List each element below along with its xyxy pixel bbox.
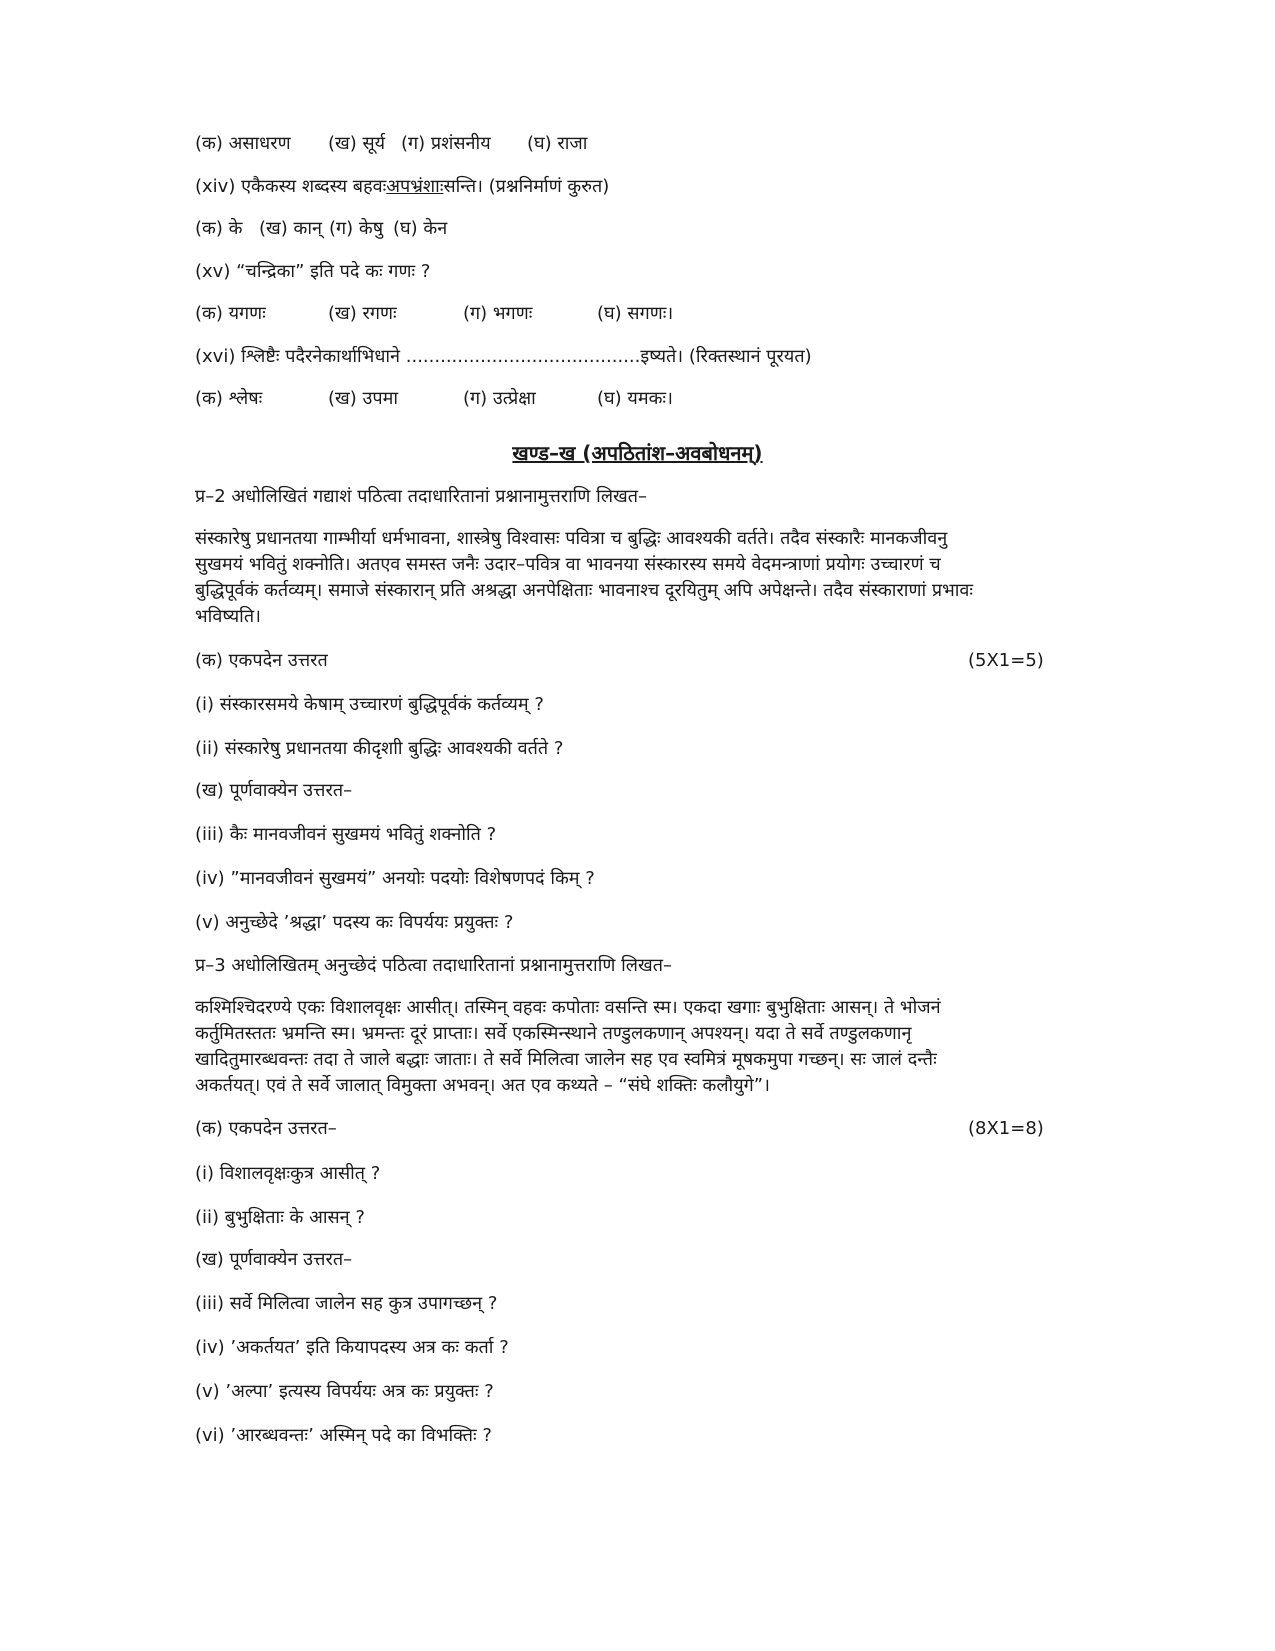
q2-part-b: (ख) पूर्णवाक्येन उत्तरत– [195, 780, 353, 801]
q2-passage [195, 526, 1075, 630]
option-ga: (ग) केषु [329, 218, 384, 239]
passage-line: कश्मिश्चिदरण्ये एकः विशालवृक्षः आसीत्। तस्मिन् वहवः कपोताः वसन्ति स्म। एकदा खगाः बुभुक्षिताः आसन्। ते भोजनं [195, 997, 941, 1018]
option-kha: (ख) कान् [259, 218, 322, 239]
q2-question-iii: (iii) कैः मानवजीवनं सुखमयं भवितुं शक्नोति ? [195, 824, 497, 845]
passage-line: बुद्धिपूर्वकं कर्तव्यम्। समाजे संस्कारान् प्रति अश्रद्धा अनपेक्षिताः भावनाश्च दूरयितुम् अपि अपेक्षन्ते। तदैव संस्काराणां प्रभावः [195, 580, 974, 601]
question-xv: (xv) “चन्द्रिका” इति पदे कः गणः ? [195, 261, 431, 282]
q3-question-iii: (iii) सर्वे मिलित्वा जालेन सह कुत्र उपागच्छन् ? [195, 1293, 498, 1314]
option-ga: (ग) भगणः [463, 303, 533, 324]
q3-question-i: (i) विशालवृक्षःकुत्र आसीत् ? [195, 1163, 381, 1184]
option-gha: (घ) यमकः। [597, 388, 673, 409]
passage-line: भविष्यति। [195, 606, 261, 627]
q3-question-ii: (ii) बुभुक्षिताः के आसन् ? [195, 1207, 365, 1228]
question-xvi: (xvi) श्लिष्टैः पदैरनेकार्थाभिधाने .........................................इष्यते। (रिक्तस्थानं पूरयत) [195, 346, 812, 367]
q3-marks: (8X1=8) [968, 1118, 1044, 1139]
option-ka: (क) असाधरण [195, 133, 291, 154]
passage-line: संस्कारेषु प्रधानतया गाम्भीर्या धर्मभावना, शास्त्रेषु विश्वासः पवित्रा च बुद्धिः आवश्यकी वर्तते। तदैव संस्कारैः मानकजीवनु [195, 528, 948, 549]
q3-instruction: प्र–3 अधोलिखितम् अनुच्छेदं पठित्वा तदाधारितानां प्रश्नानामुत्तराणि लिखत– [195, 955, 672, 976]
q2-instruction: प्र–2 अधोलिखितं गद्याशं पठित्वा तदाधारितानां प्रश्नानामुत्तराणि लिखत– [195, 486, 648, 507]
passage-line: सुखमयं भवितुं शक्नोति। अतएव समस्त जनैः उदार–पवित्र वा भावनया संस्कारस्य समये वेदमन्त्राणां प्रयोगः उच्चारणं च [195, 554, 941, 575]
option-gha: (घ) सगणः। [597, 303, 674, 324]
options-row [195, 133, 588, 155]
section-heading: खण्ड–ख (अपठितांश–अवबोधनम्) [512, 441, 763, 465]
underlined-word: अपभ्रंशाः [386, 176, 444, 197]
q3-part-a: (क) एकपदेन उत्तरत– [195, 1118, 337, 1139]
passage-line: कर्तुमितस्ततः भ्रमन्ति स्म। भ्रमन्तः दूरं प्राप्ताः। सर्वे एकस्मिन्स्थाने तण्डुलकणान् अपश्यन्। यदा ते सर्वे तण्डुलकणानृ [195, 1023, 912, 1044]
option-ka: (क) यगणः [195, 303, 266, 324]
question-text-end: सन्ति। (प्रश्ननिर्माणं कुरुत) [443, 176, 610, 197]
option-gha: (घ) केन [393, 218, 448, 239]
question-xiv [195, 176, 609, 198]
q2-part-a: (क) एकपदेन उत्तरत [195, 650, 328, 671]
option-kha: (ख) सूर्य [328, 133, 386, 154]
q2-question-iv: (iv) ”मानवजीवनं सुखमयं” अनयोः पदयोः विशेषणपदं किम् ? [195, 868, 595, 889]
q3-passage [195, 995, 1075, 1099]
option-kha: (ख) रगणः [328, 303, 397, 324]
q2-marks: (5X1=5) [968, 650, 1044, 671]
passage-line: अकर्तयत्। एवं ते सर्वे जालात् विमुक्ता अभवन्। अत एव कथ्यते – “संघे शक्तिः कलौयुगे”। [195, 1075, 770, 1096]
q2-question-v: (v) अनुच्छेदे ’श्रद्धा’ पदस्य कः विपर्ययः प्रयुक्तः ? [195, 912, 514, 933]
q3-part-b: (ख) पूर्णवाक्येन उत्तरत– [195, 1249, 353, 1270]
q2-question-i: (i) संस्कारसमये केषाम् उच्चारणं बुद्धिपूर्वकं कर्तव्यम् ? [195, 694, 544, 715]
option-ka: (क) श्लेषः [195, 388, 263, 409]
passage-line: खादितुमारब्धवन्तः तदा ते जाले बद्धाः जाताः। ते सर्वे मिलित्वा जालेन सह एव स्वमित्रं मूषकमुपा गच्छन्। सः जालं दन्तैः [195, 1049, 937, 1070]
q3-question-v: (v) ’अल्पा’ इत्यस्य विपर्ययः अत्र कः प्रयुक्तः ? [195, 1381, 494, 1402]
option-gha: (घ) राजा [527, 133, 588, 154]
q2-question-ii: (ii) संस्कारेषु प्रधानतया कीदृशाी बुद्धिः आवश्यकी वर्तते ? [195, 738, 564, 759]
q3-question-iv: (iv) ’अकर्तयत’ इति कियापदस्य अत्र कः कर्ता ? [195, 1337, 509, 1358]
option-ga: (ग) प्रशंसनीय [401, 133, 491, 154]
q3-question-vi: (vi) ’आरब्धवन्तः’ अस्मिन् पदे का विभक्तिः ? [195, 1425, 492, 1446]
question-text: (xiv) एकैकस्य शब्दस्य बहवः [195, 176, 387, 197]
option-ka: (क) के [195, 218, 243, 239]
option-ga: (ग) उत्प्रेक्षा [463, 388, 536, 409]
option-kha: (ख) उपमा [328, 388, 399, 409]
